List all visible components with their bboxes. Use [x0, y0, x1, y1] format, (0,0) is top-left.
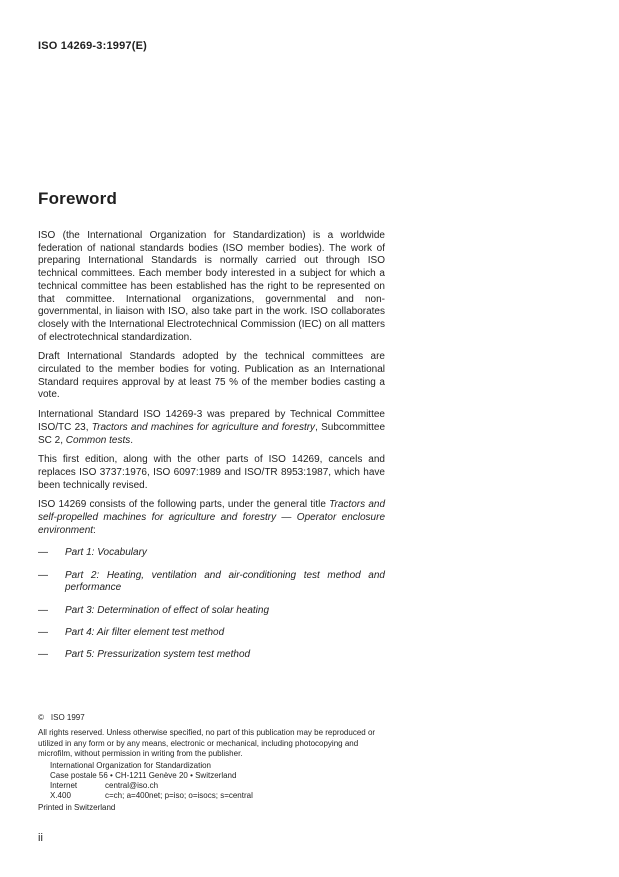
dash-bullet: — — [38, 604, 48, 616]
publisher-address — [50, 761, 383, 801]
internet-address: central@iso.ch — [105, 781, 159, 791]
parts-list — [38, 547, 385, 661]
list-item-part-1 — [38, 547, 385, 560]
subcommittee-title-italic: Common tests — [65, 434, 131, 446]
page-number: ii — [38, 832, 43, 844]
list-item-text: Part 3: Determination of effect of solar heating — [65, 604, 269, 616]
parts-intro-text: ISO 14269 consists of the following parts, under the general title — [38, 499, 330, 511]
paragraph-prepared-by — [38, 409, 385, 447]
copyright-symbol: © — [38, 713, 44, 722]
prepared-by-text: International Standard ISO 14269-3 was prepared by Technical Committee ISO/TC 23, — [38, 409, 385, 433]
dash-bullet: — — [38, 648, 48, 660]
committee-title-italic: Tractors and machines for agriculture and forestry — [91, 421, 316, 433]
dash-bullet: — — [38, 547, 48, 559]
internet-line — [50, 781, 383, 791]
prepared-by-period: . — [130, 434, 134, 446]
list-item-part-2 — [38, 570, 385, 595]
rights-statement: All rights reserved. Unless otherwise specified, no part of this publication may be reproduced or utilized in any form or by any means, electronic or mechanical, including photocopying and microfilm, without permission in writing from the publisher. — [38, 728, 376, 758]
list-item-part-3 — [38, 605, 385, 618]
dash-bullet: — — [38, 569, 48, 581]
paragraph-iso-intro: ISO (the International Organization for Standardization) is a worldwide federation of national standards bodies (ISO member bodies). The work of preparing International Standards is normally carried out through ISO technical committees. Each member body interested in a subject for which a technical committee has been established has the right to be represented on that committee. International organizations, governmental and non-governmental, in liaison with ISO, also take part in the work. ISO collaborates closely with the International Electrotechnical Commission (IEC) on all matters of electrotechnical standardization. — [38, 230, 385, 343]
parts-intro-colon: : — [93, 524, 96, 536]
x400-address: c=ch; a=400net; p=iso; o=isocs; s=central — [105, 791, 253, 801]
list-item-text: Part 2: Heating, ventilation and air-conditioning test method and performance — [65, 569, 385, 594]
paragraph-first-edition: This first edition, along with the other parts of ISO 14269, cancels and replaces ISO 3737:1976, ISO 6097:1989 and ISO/TR 8953:1987, which have been technically revised. — [38, 454, 385, 491]
doc-reference: ISO 14269-3:1997(E) — [38, 40, 147, 52]
subcommittee-text: , Subcommittee SC 2, — [38, 421, 386, 446]
foreword-title: Foreword — [38, 189, 118, 208]
paragraph-parts-intro — [38, 499, 385, 537]
paragraph-draft-standards: Draft International Standards adopted by the technical committees are circulated to the member bodies for voting. Publication as an International Standard requires approval by at least 75 % of the member bodies casting a vote. — [38, 351, 385, 401]
printed-in: Printed in Switzerland — [38, 802, 116, 812]
list-item-text: Part 1: Vocabulary — [65, 547, 147, 559]
x400-line — [50, 791, 383, 801]
list-item-part-4 — [38, 627, 385, 640]
foreword-section — [38, 189, 385, 671]
copyright-year: ISO 1997 — [50, 713, 85, 722]
list-item-text: Part 5: Pressurization system test method — [65, 648, 251, 660]
publisher-name: International Organization for Standardization — [50, 761, 211, 771]
dash-bullet: — — [38, 626, 48, 638]
series-title-italic: Tractors and self-propelled machines for agriculture and forestry — Operator enclosure environment — [38, 499, 386, 536]
copyright-footer — [38, 713, 383, 813]
list-item-text: Part 4: Air filter element test method — [65, 626, 225, 638]
copyright-line — [38, 713, 383, 723]
list-item-part-5 — [38, 649, 385, 662]
publisher-postal: Case postale 56 • CH-1211 Genève 20 • Switzerland — [50, 771, 237, 781]
internet-label: Internet — [50, 781, 78, 791]
x400-label: X.400 — [50, 791, 71, 801]
